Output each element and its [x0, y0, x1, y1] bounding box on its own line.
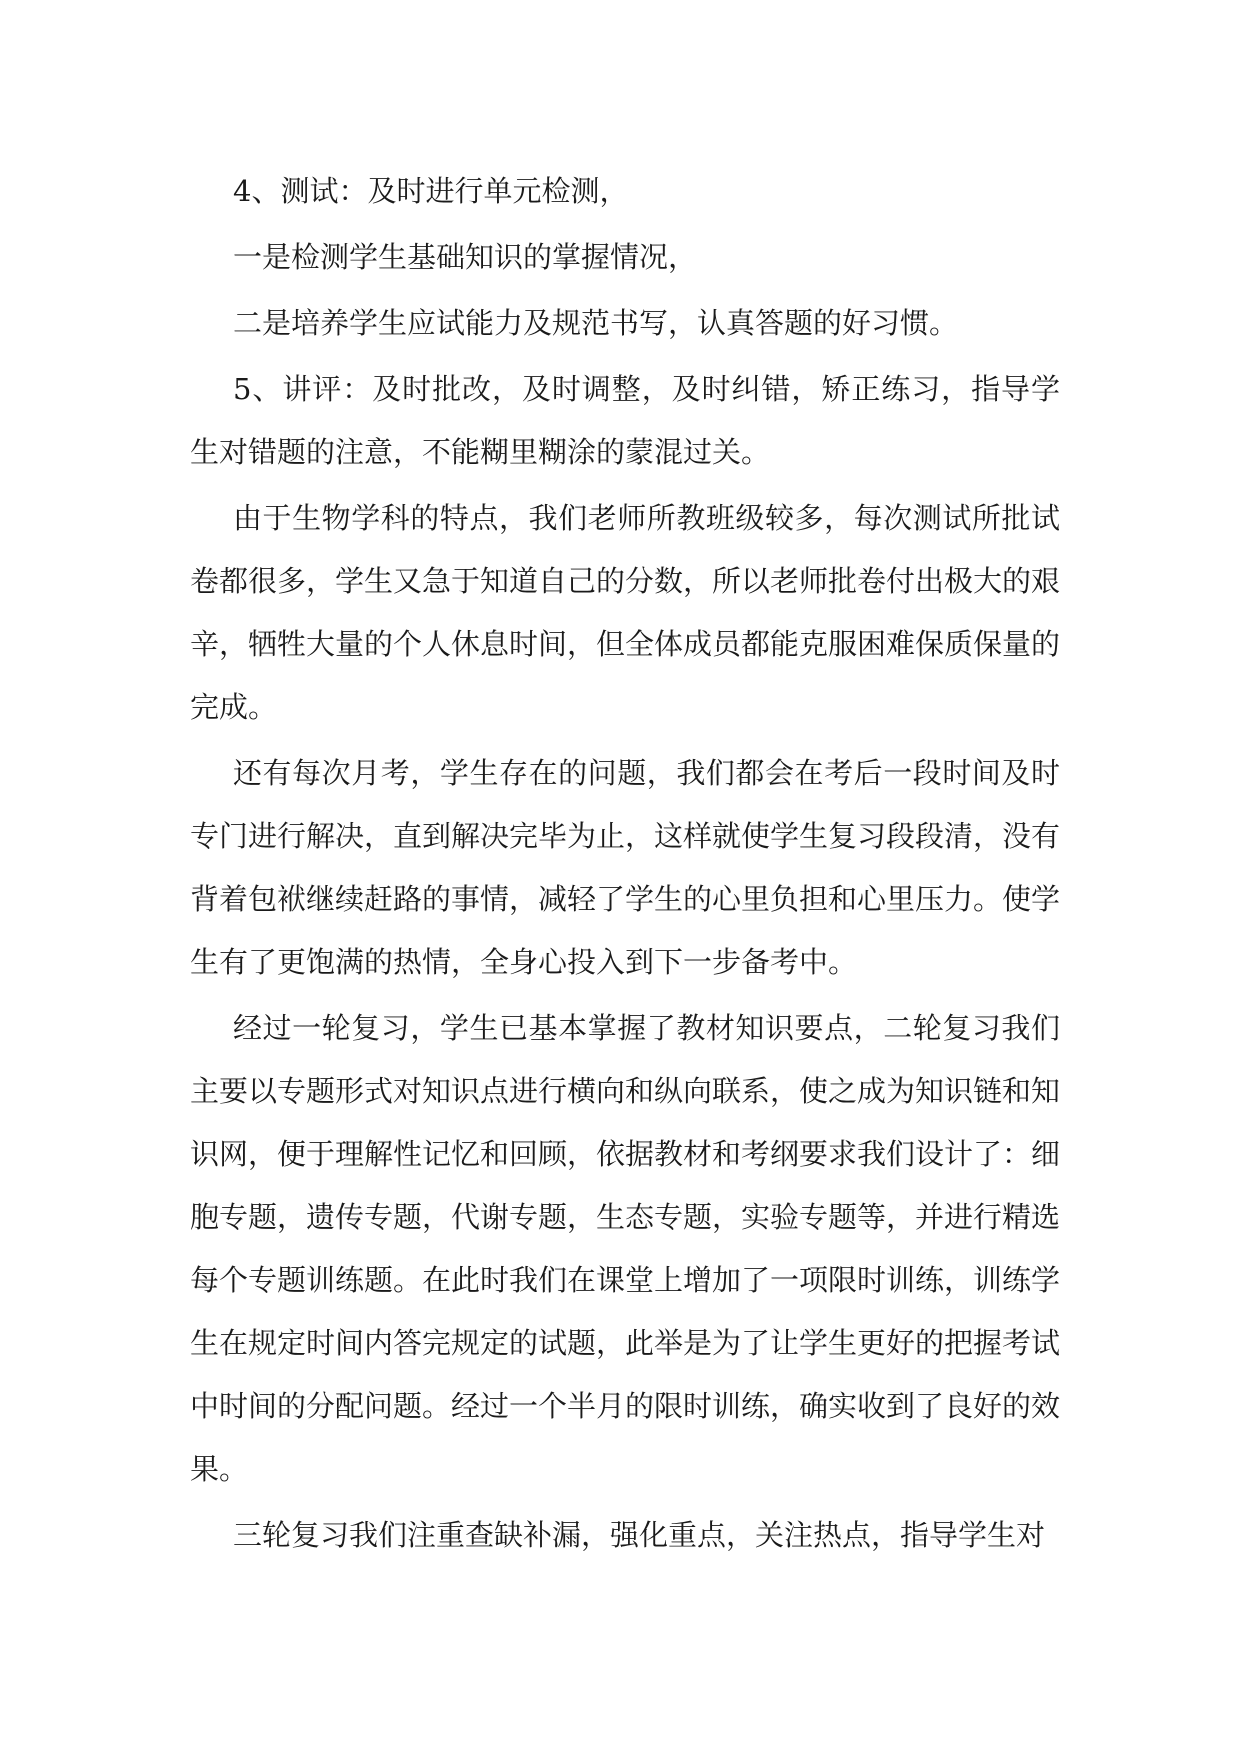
paragraph-third-round: 三轮复习我们注重查缺补漏，强化重点，关注热点，指导学生对	[233, 1518, 1046, 1552]
paragraph-test: 4、测试：及时进行单元检测，	[233, 174, 629, 208]
paragraph-test-point-2: 二是培养学生应试能力及规范书写，认真答题的好习惯。	[233, 306, 959, 340]
paragraph-monthly-exam: 还有每次月考，学生存在的问题，我们都会在考后一段时间及时专门进行解决，直到解决完毕为止，这样就使学生复习段段清，没有背着包袱继续赶路的事情，减轻了学生的心里负担和心里压力。使学生有了更饱满的热情，全身心投入到下一步备考中。	[190, 756, 1061, 979]
paragraph-second-round: 经过一轮复习，学生已基本掌握了教材知识要点，二轮复习我们主要以专题形式对知识点进行横向和纵向联系，使之成为知识链和知识网，便于理解性记忆和回顾，依据教材和考纲要求我们设计了：细胞专题，遗传专题，代谢专题，生态专题，实验专题等，并进行精选每个专题训练题。在此时我们在课堂上增加了一项限时训练，训练学生在规定时间内答完规定的试题，此举是为了让学生更好的把握考试中时间的分配问题。经过一个半月的限时训练，确实收到了良好的效果。	[190, 1011, 1061, 1486]
paragraph-test-point-1: 一是检测学生基础知识的掌握情况，	[233, 240, 698, 274]
paragraph-review: 5、讲评：及时批改，及时调整，及时纠错，矫正练习，指导学生对错题的注意，不能糊里糊涂的蒙混过关。	[190, 372, 1060, 469]
paragraph-grading-effort: 由于生物学科的特点，我们老师所教班级较多，每次测试所批试卷都很多，学生又急于知道自己的分数，所以老师批卷付出极大的艰辛，牺牲大量的个人休息时间，但全体成员都能克服困难保质保量的完成。	[190, 501, 1061, 724]
document-body	[190, 160, 1060, 1570]
